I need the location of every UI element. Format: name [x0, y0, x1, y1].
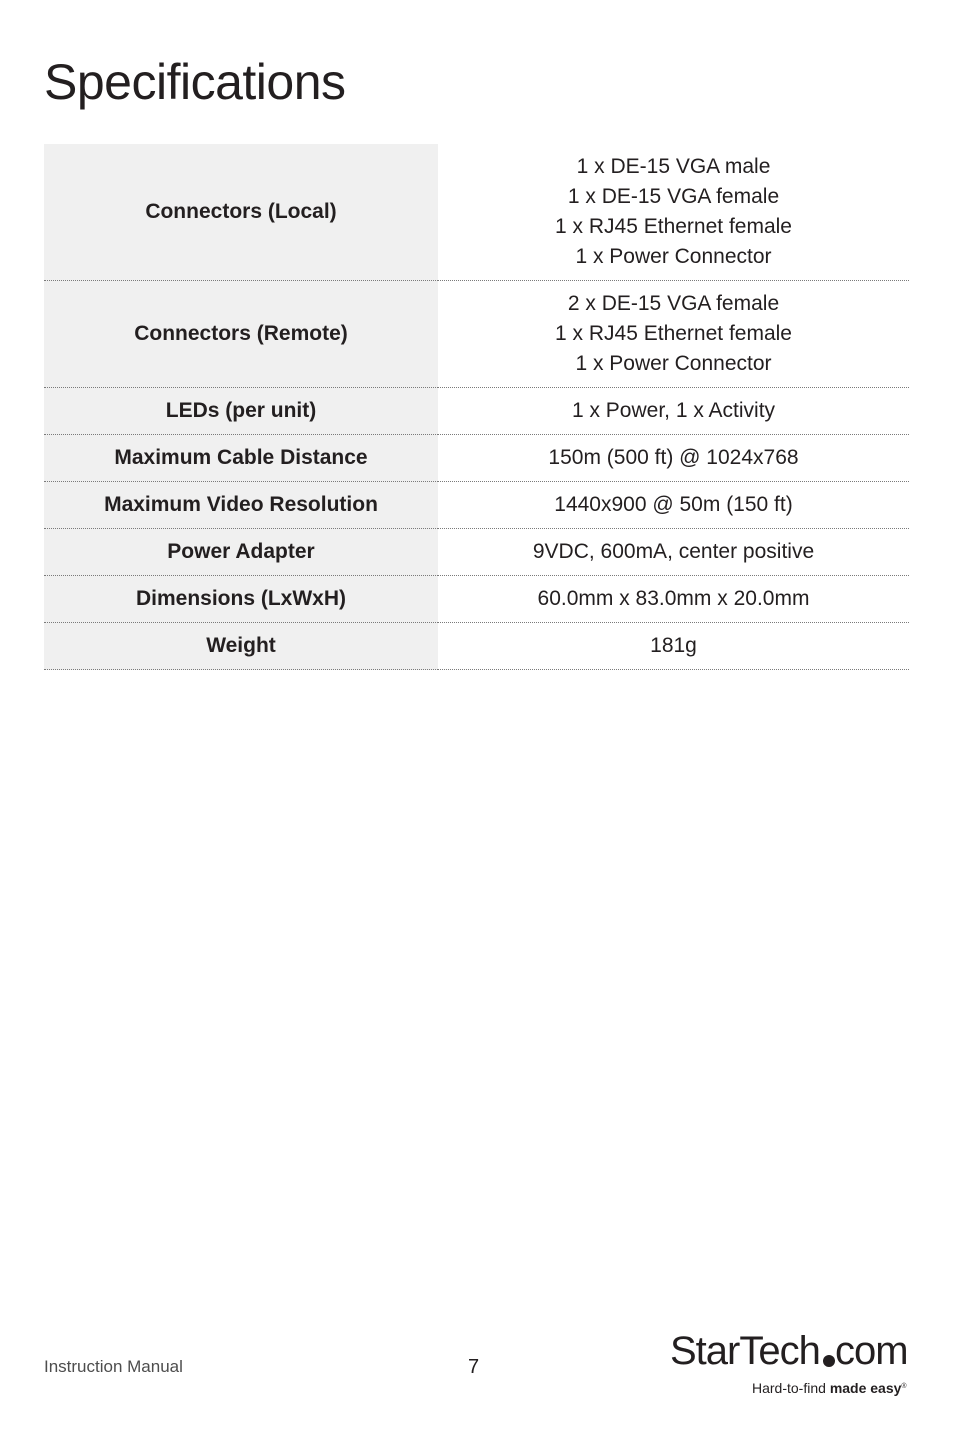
logo-tagline-bold: made easy	[829, 1380, 902, 1396]
logo-tagline-regular: Hard-to-find	[752, 1380, 830, 1396]
logo-brand-text: StarTech	[670, 1329, 820, 1373]
table-row	[44, 529, 909, 576]
table-row	[44, 576, 909, 623]
spec-value-line: 60.0mm x 83.0mm x 20.0mm	[537, 587, 810, 610]
page-number: 7	[468, 1356, 480, 1378]
spec-label: Connectors (Local)	[44, 144, 438, 281]
spec-value-line: 1 x DE-15 VGA male	[576, 155, 771, 178]
spec-value-line: 1 x Power, 1 x Activity	[571, 399, 776, 422]
logo-registered-mark: ®	[901, 1383, 907, 1390]
spec-value	[438, 388, 909, 435]
spec-value	[438, 529, 909, 576]
spec-label: Maximum Video Resolution	[44, 482, 438, 529]
spec-value	[438, 281, 909, 388]
table-row	[44, 623, 909, 670]
specifications-table	[44, 144, 909, 670]
table-row	[44, 281, 909, 388]
logo-domain-text: com	[835, 1329, 908, 1373]
spec-value	[438, 576, 909, 623]
spec-label: Power Adapter	[44, 529, 438, 576]
spec-label: Weight	[44, 623, 438, 670]
spec-value-line: 181g	[650, 634, 697, 657]
spec-label: Connectors (Remote)	[44, 281, 438, 388]
spec-value-line: 150m (500 ft) @ 1024x768	[548, 446, 799, 469]
spec-label: Maximum Cable Distance	[44, 435, 438, 482]
spec-value-line: 1 x Power Connector	[575, 352, 772, 375]
spec-value	[438, 435, 909, 482]
logo-dot-icon	[823, 1355, 835, 1367]
footer-document-title: Instruction Manual	[44, 1357, 183, 1376]
table-row	[44, 482, 909, 529]
spec-label: LEDs (per unit)	[44, 388, 438, 435]
page-title: Specifications	[44, 54, 346, 110]
spec-value	[438, 144, 909, 281]
spec-label: Dimensions (LxWxH)	[44, 576, 438, 623]
table-row	[44, 388, 909, 435]
logo-tagline	[752, 1380, 907, 1396]
spec-value	[438, 482, 909, 529]
spec-value-line: 1 x Power Connector	[575, 245, 772, 268]
table-row	[44, 144, 909, 281]
startech-logo	[668, 1324, 918, 1400]
spec-value-line: 1440x900 @ 50m (150 ft)	[554, 493, 793, 516]
table-row	[44, 435, 909, 482]
spec-value-line: 1 x RJ45 Ethernet female	[555, 322, 792, 345]
spec-value-line: 1 x DE-15 VGA female	[567, 185, 780, 208]
spec-value-line: 1 x RJ45 Ethernet female	[555, 215, 792, 238]
spec-value-line: 2 x DE-15 VGA female	[567, 292, 780, 315]
spec-value-line: 9VDC, 600mA, center positive	[532, 540, 815, 563]
spec-value	[438, 623, 909, 670]
